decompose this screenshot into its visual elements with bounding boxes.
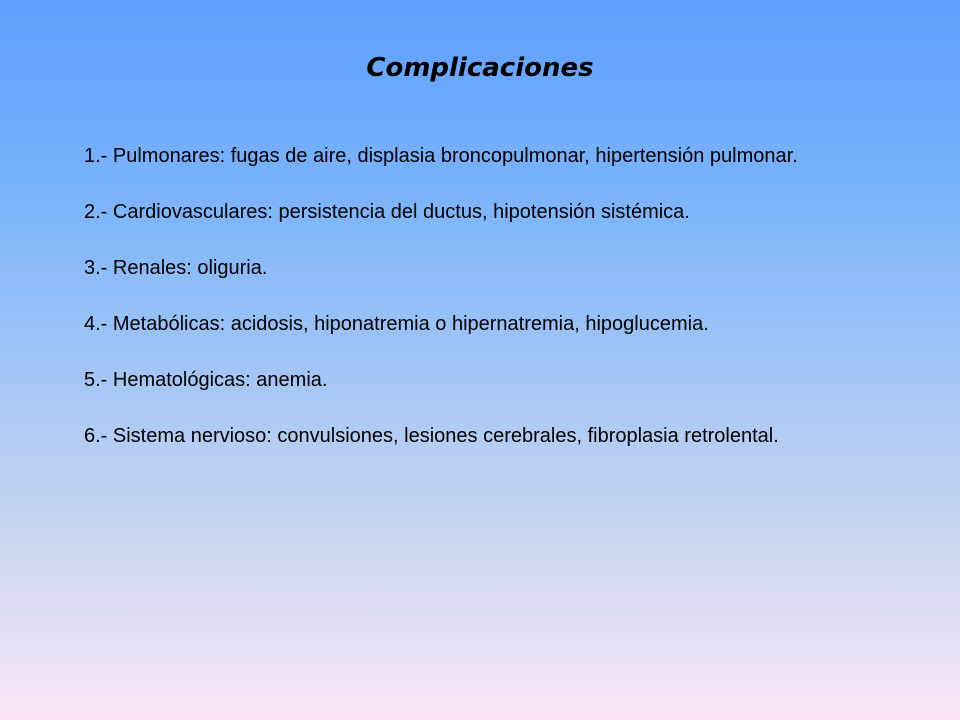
list-item-nervous-system: 6.- Sistema nervioso: convulsiones, lesiones cerebrales, fibroplasia retrolental. (84, 425, 779, 447)
complications-list (84, 136, 880, 472)
list-item-cardiovascular: 2.- Cardiovasculares: persistencia del ductus, hipotensión sistémica. (84, 201, 690, 223)
list-item-metabolic: 4.- Metabólicas: acidosis, hiponatremia o hipernatremia, hipoglucemia. (84, 313, 709, 335)
list-item-hematologic: 5.- Hematológicas: anemia. (84, 369, 328, 391)
list-item-renal: 3.- Renales: oliguria. (84, 257, 268, 279)
slide-title: Complicaciones (366, 53, 594, 83)
list-item-pulmonary: 1.- Pulmonares: fugas de aire, displasia broncopulmonar, hipertensión pulmonar. (84, 145, 798, 167)
